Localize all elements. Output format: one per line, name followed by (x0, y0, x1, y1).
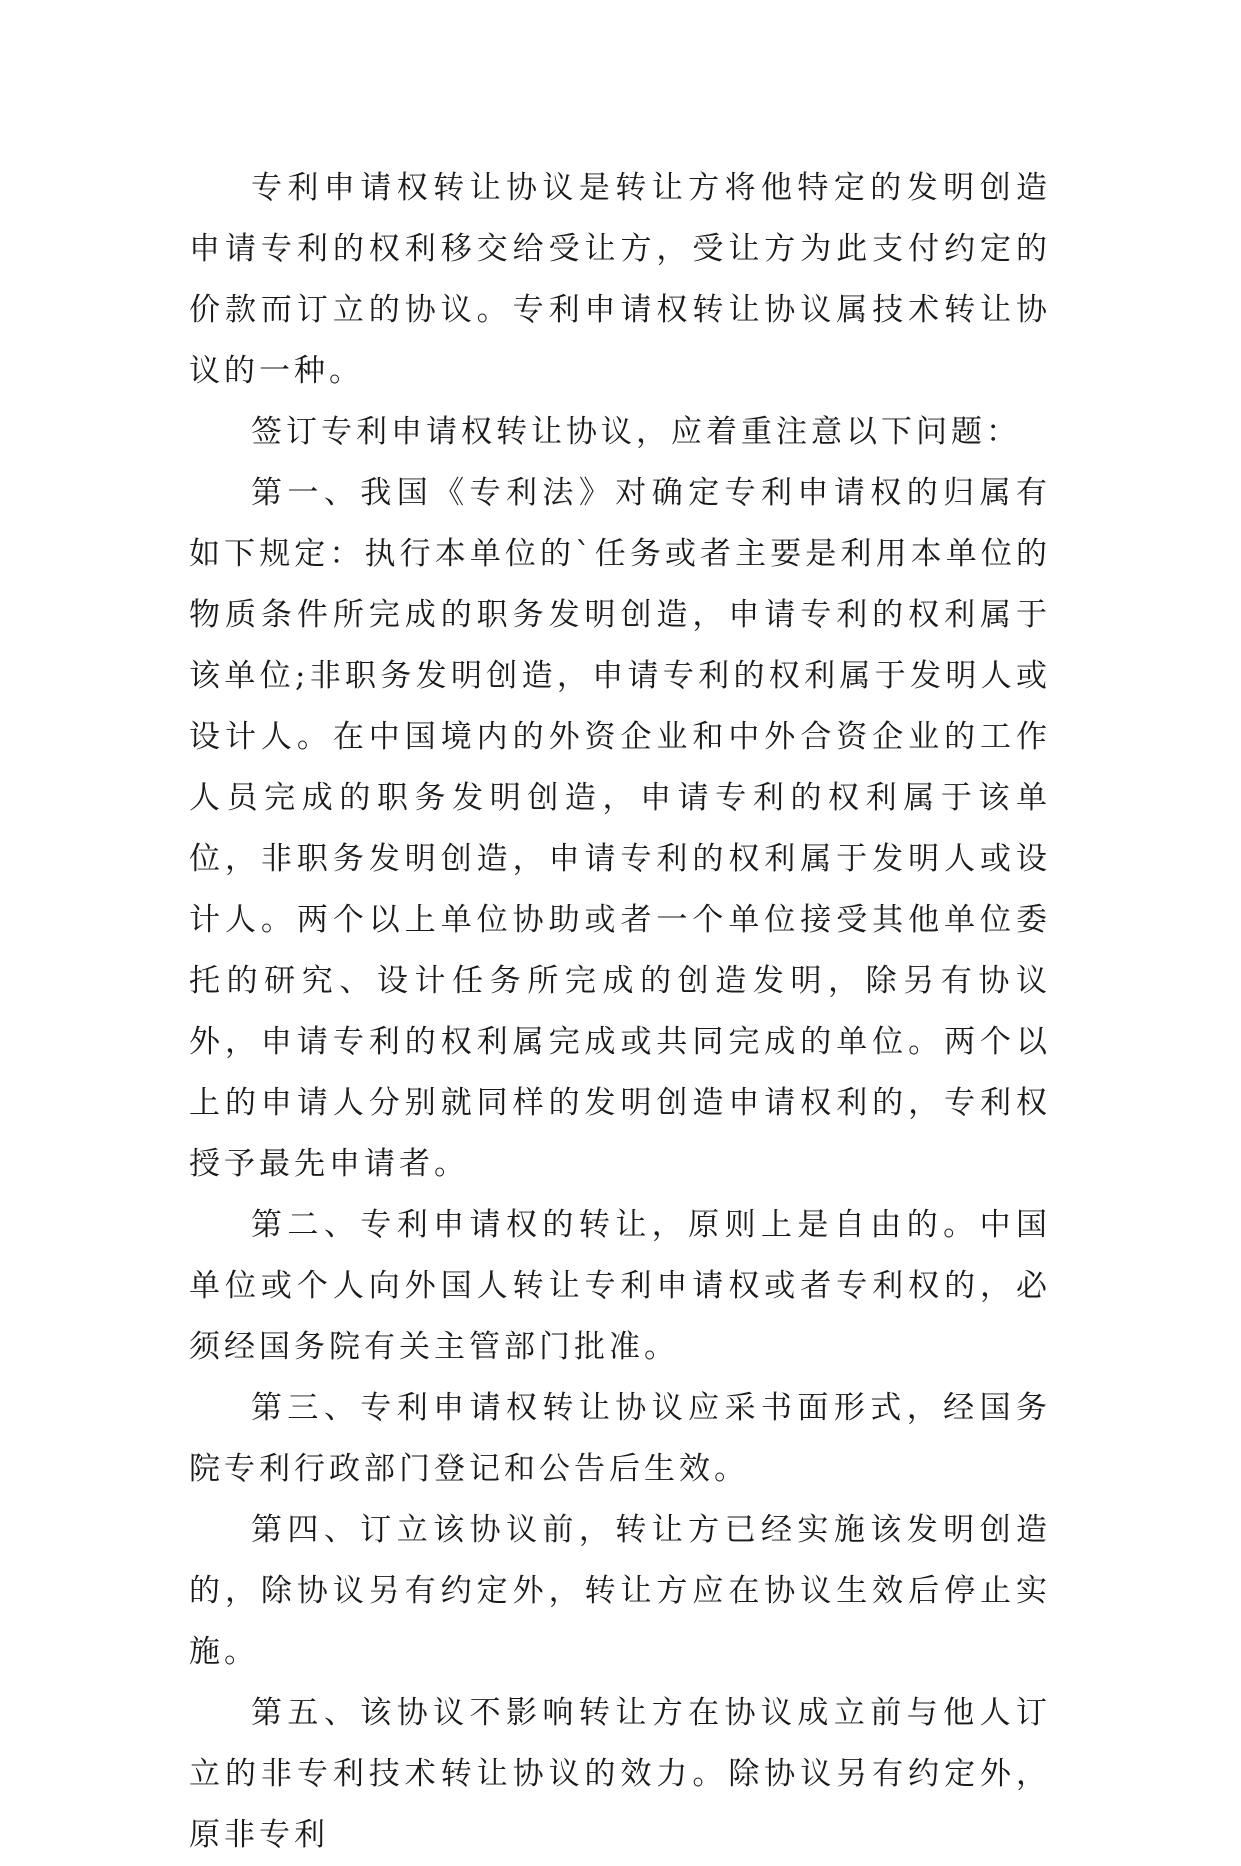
paragraph-point-4: 第四、订立该协议前，转让方已经实施该发明创造的，除协议另有约定外，转让方应在协议生效后停止实施。 (189, 1512, 1051, 1670)
paragraph-point-5: 第五、该协议不影响转让方在协议成立前与他人订立的非专利技术转让协议的效力。除协议另有约定外，原非专利 (189, 1695, 1051, 1853)
paragraph-notice: 签订专利申请权转让协议，应着重注意以下问题： (251, 414, 1021, 450)
paragraph-point-2: 第二、专利申请权的转让，原则上是自由的。中国单位或个人向外国人转让专利申请权或者专利权的，必须经国务院有关主管部门批准。 (189, 1207, 1051, 1365)
paragraph-point-1: 第一、我国《专利法》对确定专利申请权的归属有如下规定：执行本单位的`任务或者主要是利用本单位的物质条件所完成的职务发明创造，申请专利的权利属于该单位;非职务发明创造，申请专利的权利属于发明人或设计人。在中国境内的外资企业和中外合资企业的工作人员完成的职务发明创造，申请专利的权利属于该单位，非职务发明创造，申请专利的权利属于发明人或设计人。两个以上单位协助或者一个单位接受其他单位委托的研究、设计任务所完成的创造发明，除另有协议外，申请专利的权利属完成或共同完成的单位。两个以上的申请人分别就同样的发明创造申请权利的，专利权授予最先申请者。 (189, 475, 1051, 1182)
paragraph-point-3: 第三、专利申请权转让协议应采书面形式，经国务院专利行政部门登记和公告后生效。 (189, 1390, 1051, 1487)
document-body (189, 158, 1051, 1866)
paragraph-intro: 专利申请权转让协议是转让方将他特定的发明创造申请专利的权利移交给受让方，受让方为此支付约定的价款而订立的协议。专利申请权转让协议属技术转让协议的一种。 (189, 170, 1051, 389)
